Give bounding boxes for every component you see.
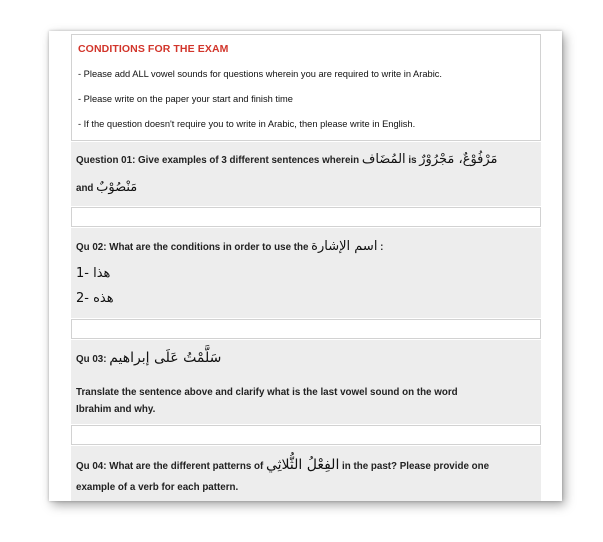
- question-2-label: Qu 02: [76, 242, 104, 253]
- question-4-label: Qu 04: [76, 461, 104, 472]
- question-4-arabic-term: الفِعْلُ الثُّلاثِي: [265, 457, 340, 473]
- question-4-line-2: example of a verb for each pattern.: [76, 482, 239, 493]
- exam-sheet: [49, 31, 562, 501]
- question-1-arabic-cases: مَرْفُوْعٌ، مَجْرُوْرٌ: [419, 152, 498, 167]
- question-1-mid: is: [405, 155, 420, 166]
- question-3-label: Qu 03: [76, 354, 104, 365]
- question-3-instruction-1: Translate the sentence above and clarify what is the last vowel sound on the word: [76, 387, 458, 398]
- question-3-instruction-2: Ibrahim and why.: [76, 404, 156, 415]
- answer-space-3: [71, 425, 541, 445]
- question-4-line-1: [76, 457, 489, 473]
- question-2-section: [71, 228, 541, 318]
- question-4-section: [71, 446, 541, 501]
- condition-line-1: - Please add ALL vowel sounds for questions wherein you are required to write in Arabic.: [78, 69, 442, 79]
- question-1-arabic-term: المُضَاف: [361, 152, 406, 167]
- conditions-title: CONDITIONS FOR THE EXAM: [78, 43, 229, 55]
- question-1-and: and: [76, 183, 97, 194]
- answer-space-1: [71, 207, 541, 227]
- question-2-line-1: [76, 239, 383, 254]
- question-3-section: [71, 340, 541, 424]
- question-4-text: : What are the different patterns of: [103, 461, 266, 472]
- question-3-arabic-sentence: سَلَّمْتُ عَلَى إبراهيم: [109, 350, 222, 366]
- question-1-text: : Give examples of 3 different sentences wherein: [132, 155, 362, 166]
- question-2-item-2: 2- هذه: [76, 291, 114, 306]
- conditions-section: [71, 34, 541, 141]
- question-2-text: : What are the conditions in order to use the: [103, 242, 312, 253]
- question-1-section: [71, 142, 541, 206]
- question-3-line-1: [76, 350, 221, 366]
- question-4-rest: in the past? Please provide one: [339, 461, 490, 472]
- question-2-colon: :: [377, 242, 384, 253]
- question-1-line-1: [76, 152, 498, 167]
- question-1-line-2: [76, 180, 137, 195]
- question-1-label: Question 01: [76, 155, 133, 166]
- question-1-arabic-last: مَنْصُوْبٌ: [96, 180, 138, 195]
- condition-line-2: - Please write on the paper your start and finish time: [78, 94, 293, 104]
- answer-space-2: [71, 319, 541, 339]
- question-2-arabic-term: اسم الإشارة: [311, 239, 378, 254]
- question-3-colon: :: [103, 354, 110, 365]
- question-2-item-1: 1- هذا: [76, 266, 111, 281]
- condition-line-3: - If the question doesn't require you to write in Arabic, then please write in English.: [78, 119, 416, 129]
